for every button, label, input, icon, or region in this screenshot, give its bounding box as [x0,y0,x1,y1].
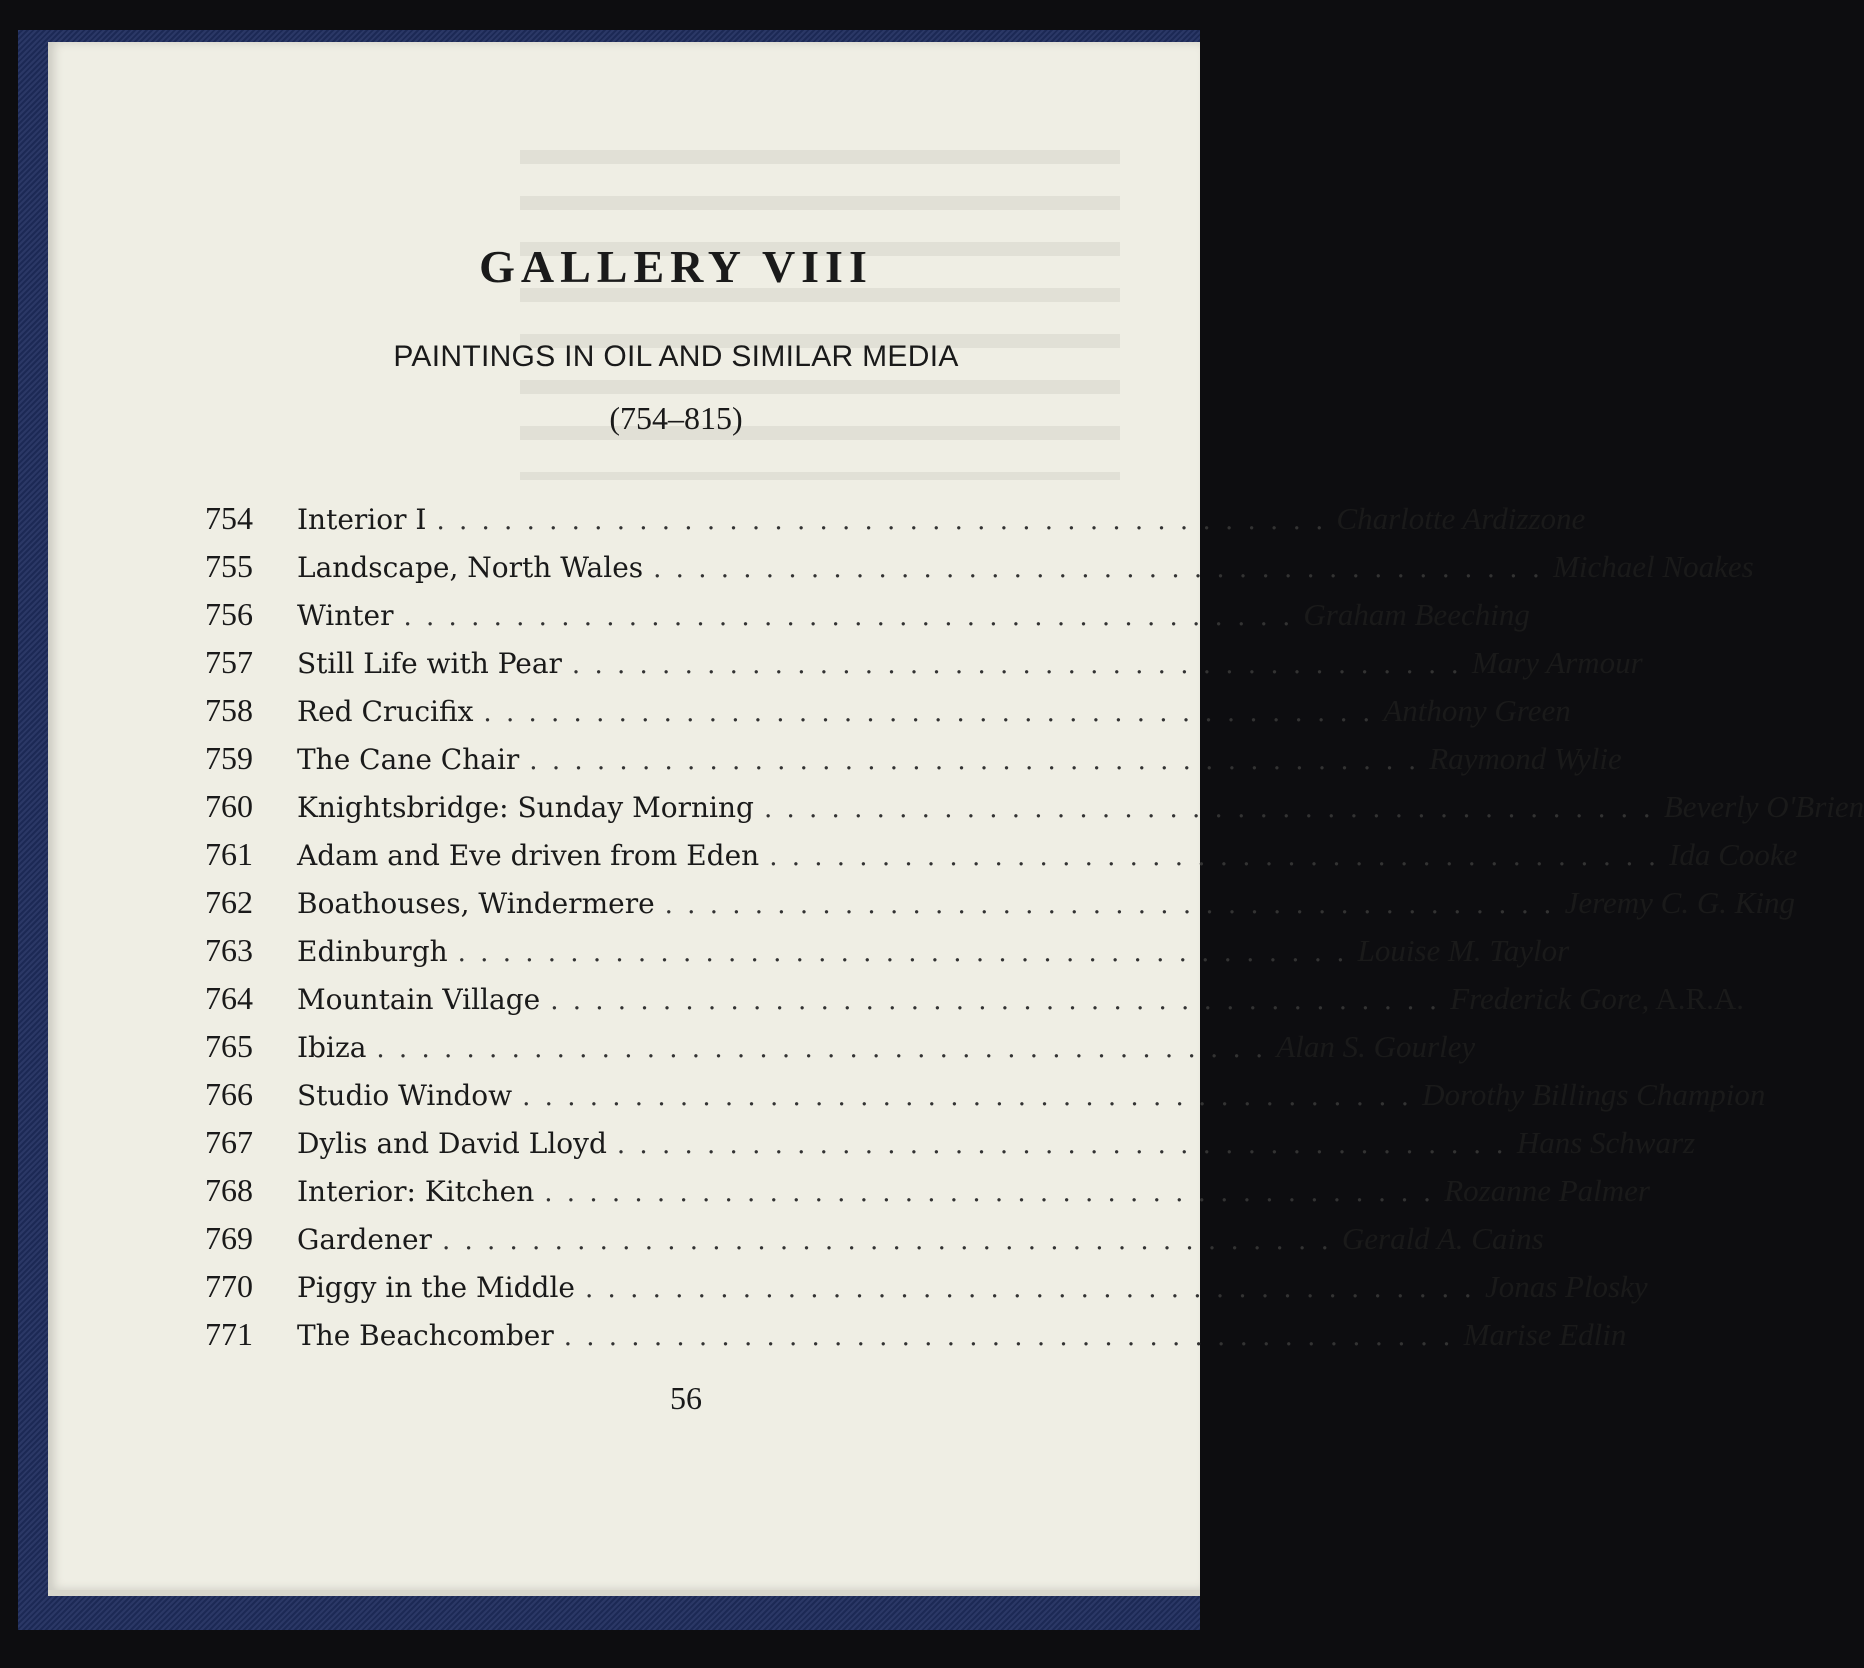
dot-leader: . . . . . . . . . . . . . . . . . . . . . . . . . . . . . . . . . . . . . . . . [457,938,1348,968]
entry-number: 771 [205,1316,253,1352]
dot-leader: . . . . . . . . . . . . . . . . . . . . . . . . . . . . . . . . . . . . . . . . [403,602,1294,632]
dot-leader: . . . . . . . . . . . . . . . . . . . . . . . . . . . . . . . . . . . . . . . . [563,1322,1454,1352]
catalogue-entry [205,1076,1766,1124]
dot-leader: . . . . . . . . . . . . . . . . . . . . . . . . . . . . . . . . . . . . . . . . [763,794,1654,824]
catalogue-entry [205,1316,1627,1364]
catalogue-entry [205,1220,1544,1268]
entry-artist [1373,693,1570,729]
page-edge [48,1590,1200,1596]
entry-number: 757 [205,644,253,680]
catalogue-range: (754–815) [609,400,743,436]
catalogue-entry [205,644,1643,692]
entry-artist [1412,1077,1765,1113]
dot-leader: . . . . . . . . . . . . . . . . . . . . . . . . . . . . . . . . . . . . . . . . [585,1274,1475,1304]
catalogue-entry [205,548,1754,596]
entry-number: 766 [205,1076,253,1112]
entry-artist [1454,1317,1627,1353]
entry-artist [1440,981,1744,1017]
entry-title: Interior I [297,503,427,536]
entry-artist [1462,645,1643,681]
catalogue-entry [205,596,1530,644]
entry-title: Still Life with Pear [297,647,562,680]
dot-leader: . . . . . . . . . . . . . . . . . . . . . . . . . . . . . . . . . . . . . . . . [550,986,1441,1016]
entry-number: 755 [205,548,253,584]
entry-artist [1654,789,1864,825]
entry-artist [1348,933,1570,969]
catalogue-entry [205,740,1622,788]
dot-leader: . . . . . . . . . . . . . . . . . . . . . . . . . . . . . . . . . . . . . . . . [544,1178,1435,1208]
entry-number: 759 [205,740,253,776]
dot-leader: . . . . . . . . . . . . . . . . . . . . . . . . . . . . . . . . . . . . . . . . [571,650,1462,680]
dot-leader: . . . . . . . . . . . . . . . . . . . . . . . . . . . . . . . . . . . . . . . . [483,698,1374,728]
entry-artist [1332,1221,1544,1257]
entry-title: Dylis and David Lloyd [297,1127,607,1160]
entry-title: The Cane Chair [297,743,520,776]
dot-leader: . . . . . . . . . . . . . . . . . . . . . . . . . . . . . . . . . . . . . . . . [529,746,1420,776]
entry-artist [1475,1269,1648,1305]
catalogue-entry [205,980,1745,1028]
entry-artist [1659,837,1797,873]
entry-title: Interior: Kitchen [297,1175,535,1208]
artist-name: Michael Noakes [1553,549,1754,584]
entry-number: 760 [205,788,253,824]
entry-number: 764 [205,980,253,1016]
catalogue-entry [205,692,1571,740]
entry-number: 767 [205,1124,253,1160]
dot-leader: . . . . . . . . . . . . . . . . . . . . . . . . . . . . . . . . . . . . . . . . [441,1226,1332,1256]
catalogue-list [205,500,1864,1364]
entry-artist [1419,741,1622,777]
artist-name: Rozanne Palmer [1444,1173,1650,1208]
section-subtitle: PAINTINGS IN OIL AND SIMILAR MEDIA [393,340,959,373]
entry-number: 756 [205,596,253,632]
entry-number: 758 [205,692,253,728]
entry-title: Gardener [297,1223,432,1256]
artist-name: Raymond Wylie [1429,741,1622,776]
artist-name: Dorothy Billings Champion [1422,1077,1766,1112]
entry-number: 754 [205,500,253,536]
dot-leader: . . . . . . . . . . . . . . . . . . . . . . . . . . . . . . . . . . . . . . . . [522,1082,1413,1112]
artist-name: Frederick Gore, [1450,981,1650,1016]
entry-number: 763 [205,932,253,968]
entry-number: 769 [205,1220,253,1256]
entry-artist [1293,597,1529,633]
entry-artist [1507,1125,1695,1161]
dot-leader: . . . . . . . . . . . . . . . . . . . . . . . . . . . . . . . . . . . . . . . . [376,1034,1267,1064]
entry-artist [1326,501,1585,537]
catalogue-entry [205,1028,1476,1076]
entry-title: Red Crucifix [297,695,474,728]
entry-title: Ibiza [297,1031,367,1064]
catalogue-entry [205,932,1570,980]
artist-name: Hans Schwarz [1516,1125,1696,1160]
catalogue-entry [205,1172,1650,1220]
artist-name: Graham Beeching [1303,597,1530,632]
entry-title: Landscape, North Wales [297,551,644,584]
dot-leader: . . . . . . . . . . . . . . . . . . . . . . . . . . . . . . . . . . . . . . . . [653,554,1544,584]
catalogue-entry [205,836,1798,884]
entry-title: Boathouses, Windermere [297,887,655,920]
dot-leader: . . . . . . . . . . . . . . . . . . . . . . . . . . . . . . . . . . . . . . . . [436,506,1327,536]
entry-number: 761 [205,836,253,872]
entry-title: Knightsbridge: Sunday Morning [297,791,754,824]
catalogue-entry [205,788,1864,836]
entry-title: Adam and Eve driven from Eden [297,839,760,872]
artist-name: Anthony Green [1383,693,1571,728]
entry-artist [1266,1029,1475,1065]
artist-name: Charlotte Ardizzone [1336,501,1586,536]
dot-leader: . . . . . . . . . . . . . . . . . . . . . . . . . . . . . . . . . . . . . . . . [664,890,1555,920]
entry-number: 770 [205,1268,253,1304]
entry-number: 768 [205,1172,253,1208]
entry-title: Studio Window [297,1079,513,1112]
artist-name: Ida Cooke [1669,837,1798,872]
artist-name: Louise M. Taylor [1357,933,1570,968]
entry-artist [1543,549,1754,585]
entry-title: Edinburgh [297,935,448,968]
catalogue-entry [205,884,1796,932]
entry-artist [1555,885,1795,921]
entry-title: Piggy in the Middle [297,1271,576,1304]
artist-honour: A.R.A. [1649,981,1745,1016]
artist-name: Alan S. Gourley [1276,1029,1476,1064]
entry-number: 765 [205,1028,253,1064]
entry-number: 762 [205,884,253,920]
catalogue-entry [205,500,1586,548]
entry-title: Winter [297,599,394,632]
artist-name: Jeremy C. G. King [1564,885,1796,920]
dot-leader: . . . . . . . . . . . . . . . . . . . . . . . . . . . . . . . . . . . . . . . . [616,1130,1507,1160]
catalogue-entry [205,1124,1696,1172]
catalogue-entry [205,1268,1648,1316]
artist-name: Marise Edlin [1463,1317,1627,1352]
gallery-title: GALLERY VIII [479,241,873,292]
entry-title: The Beachcomber [297,1319,554,1352]
artist-name: Mary Armour [1471,645,1643,680]
entry-artist [1434,1173,1650,1209]
artist-name: Beverly O'Brien [1663,789,1864,824]
artist-name: Gerald A. Cains [1341,1221,1544,1256]
artist-name: Jonas Plosky [1484,1269,1648,1304]
entry-title: Mountain Village [297,983,541,1016]
page-number: 56 [670,1380,702,1416]
dot-leader: . . . . . . . . . . . . . . . . . . . . . . . . . . . . . . . . . . . . . . . . [769,842,1660,872]
